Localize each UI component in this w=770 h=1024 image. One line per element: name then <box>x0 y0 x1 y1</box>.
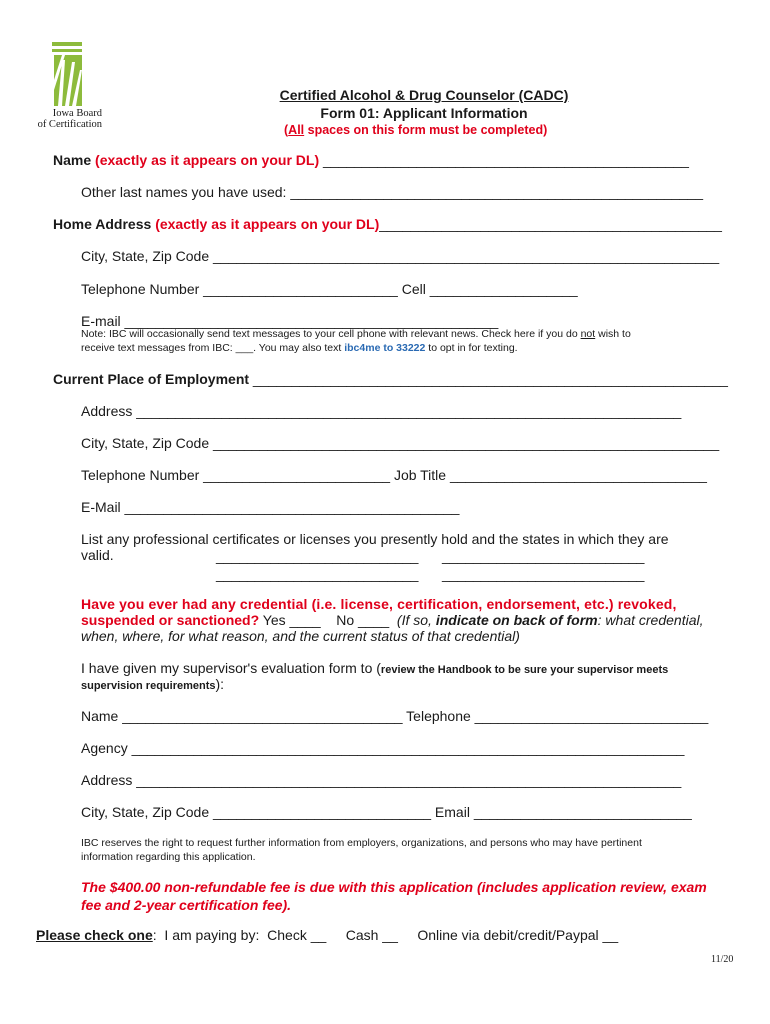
notice-rest: spaces on this form must be completed) <box>304 123 548 137</box>
payment-label: Please check one <box>36 927 153 943</box>
iowa-board-logo <box>32 40 112 130</box>
note-not: not <box>580 328 596 340</box>
logo-line1: Iowa Board <box>52 108 102 119</box>
payment-options[interactable]: : I am paying by: Check __ Cash __ Online via debit/credit/Paypal __ <box>152 927 619 943</box>
certificate-blank-2[interactable]: __________________________ <box>442 548 645 564</box>
home-city-field[interactable]: City, State, Zip Code _________________________________________________________________ <box>81 248 720 264</box>
employment-email-field[interactable]: E-Mail ___________________________________________ <box>81 499 460 515</box>
completion-notice <box>284 123 547 137</box>
supervisor-review2: supervision requirements <box>81 680 216 692</box>
employment-line: _____________________________________________________________ <box>249 371 728 387</box>
name-label: Name <box>53 152 92 168</box>
revoked-indicate: indicate on back of form <box>435 612 598 628</box>
certificates-prompt-line2: valid. <box>81 547 114 563</box>
revoked-if-so: (If so, <box>396 612 436 628</box>
supervisor-review: review the Handbook to be sure your supervisor meets <box>380 664 669 676</box>
certificate-blank-4[interactable]: __________________________ <box>442 566 645 582</box>
form-title: Certified Alcohol & Drug Counselor (CADC) <box>279 87 569 103</box>
revoked-question-line1: Have you ever had any credential (i.e. license, certification, endorsement, etc.) revoked, <box>81 596 677 612</box>
employment-phone-field[interactable]: Telephone Number ________________________ Job Title _________________________________ <box>81 467 707 483</box>
name-qualifier: (exactly as it appears on your DL) <box>95 152 320 168</box>
reserve-line2: information regarding this application. <box>81 851 256 863</box>
supervisor-city-email-field[interactable]: City, State, Zip Code ____________________________ Email ____________________________ <box>81 804 692 820</box>
home-address-label: Home Address <box>53 216 152 232</box>
note-line2 <box>81 341 631 355</box>
fee-notice <box>81 878 707 914</box>
logo-line2: of Certification <box>37 119 102 130</box>
form-subtitle: Form 01: Applicant Information <box>320 105 528 121</box>
certificate-blank-3[interactable]: __________________________ <box>216 566 419 582</box>
logo-text <box>37 108 102 130</box>
note-line2-pre: receive text messages from IBC: ___. You may also text <box>81 342 345 354</box>
revoked-yes-no[interactable]: Yes ____ No ____ <box>259 612 397 628</box>
employment-city-field[interactable]: City, State, Zip Code _________________________________________________________________ <box>81 435 720 451</box>
home-address-line: ____________________________________________ <box>379 216 722 232</box>
name-field[interactable] <box>53 152 689 168</box>
certificates-prompt-line1: List any professional certificates or licenses you presently hold and the states in which they are <box>81 531 669 547</box>
reserve-line1: IBC reserves the right to request further information from employers, organizations, and persons who may have pertinent <box>81 837 642 849</box>
supervisor-intro <box>81 660 668 676</box>
fee-line2: fee and 2-year certification fee). <box>81 897 292 913</box>
supervisor-name-field[interactable]: Name ____________________________________ Telephone ______________________________ <box>81 708 709 724</box>
home-phone-field[interactable]: Telephone Number _________________________ Cell ___________________ <box>81 281 578 297</box>
revoked-q-red: suspended or sanctioned? <box>81 612 260 628</box>
fee-line1: The $400.00 non-refundable fee is due with this application (includes application review, exam <box>81 879 707 895</box>
notice-open: ( <box>284 123 289 137</box>
payment-method[interactable] <box>36 927 618 943</box>
revoked-question-line3: when, where, for what reason, and the current status of that credential) <box>81 628 520 644</box>
text-message-note <box>81 327 631 355</box>
employment-field[interactable] <box>53 371 728 387</box>
supervisor-close: ): <box>215 676 225 692</box>
supervisor-intro-line2 <box>81 676 224 692</box>
version-footer: 11/20 <box>711 954 734 965</box>
text-code: ibc4me to 33222 <box>344 342 426 354</box>
notice-all: All <box>288 123 305 137</box>
note-line2-post: to opt in for texting. <box>425 342 518 354</box>
note-line1-pre: Note: IBC will occasionally send text messages to your cell phone with relevant news. Check here if you do <box>81 328 581 340</box>
home-address-qualifier: (exactly as it appears on your DL) <box>155 216 380 232</box>
note-line1-post: wish to <box>595 328 631 340</box>
supervisor-address-field[interactable]: Address ______________________________________________________________________ <box>81 772 682 788</box>
employment-address-field[interactable]: Address ______________________________________________________________________ <box>81 403 682 419</box>
certificate-blank-1[interactable]: __________________________ <box>216 548 419 564</box>
revoked-tail: : what credential, <box>597 612 704 628</box>
employment-label: Current Place of Employment <box>53 371 250 387</box>
supervisor-agency-field[interactable]: Agency _______________________________________________________________________ <box>81 740 685 756</box>
note-line1 <box>81 327 631 341</box>
supervisor-intro-text: I have given my supervisor's evaluation form to ( <box>81 660 381 676</box>
reserve-statement <box>81 836 642 864</box>
revoked-question-line2[interactable] <box>81 612 703 628</box>
home-email-field[interactable]: E-mail ________________________________________________ <box>81 313 499 329</box>
name-line: _______________________________________________ <box>323 152 689 168</box>
other-names-field[interactable]: Other last names you have used: _____________________________________________________ <box>81 184 704 200</box>
home-address-field[interactable] <box>53 216 722 232</box>
